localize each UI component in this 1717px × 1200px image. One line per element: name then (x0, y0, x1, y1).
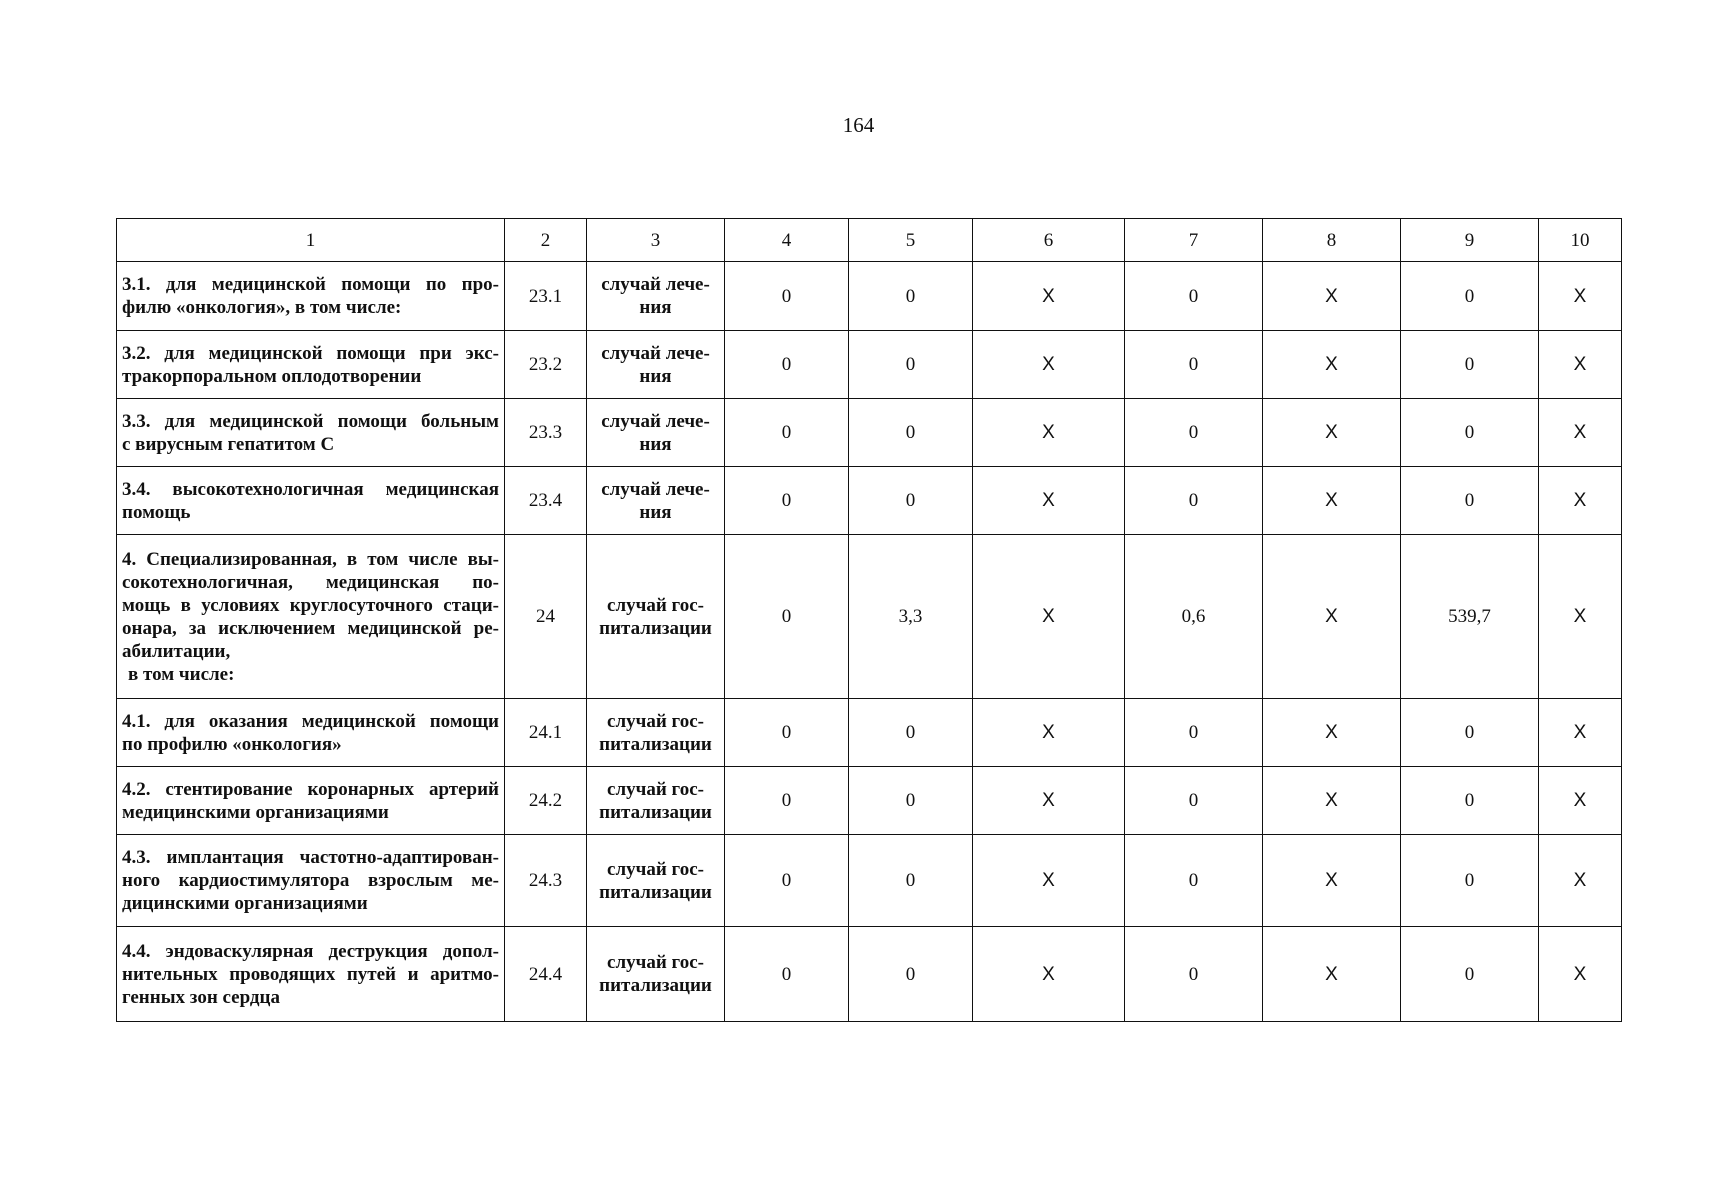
cell-col4: 0 (725, 699, 849, 767)
cell-col10: X (1539, 927, 1622, 1022)
cell-col5: 0 (849, 699, 973, 767)
cell-col7: 0 (1125, 262, 1263, 331)
description-line: 3.3. для медицинской помощи больным (122, 410, 499, 432)
row-unit (587, 835, 725, 927)
cell-col8: X (1263, 331, 1401, 399)
cell-col9: 0 (1401, 262, 1539, 331)
description-line: медицинскими организациями (122, 801, 389, 823)
cell-col7: 0,6 (1125, 535, 1263, 699)
cell-col6: X (973, 262, 1125, 331)
row-description (117, 467, 505, 535)
cell-col5: 0 (849, 331, 973, 399)
unit-line: питализации (599, 617, 712, 639)
cell-col8: X (1263, 927, 1401, 1022)
page-number: 164 (842, 113, 875, 137)
unit-line: ния (639, 433, 672, 455)
row-unit (587, 767, 725, 835)
column-header: 6 (973, 219, 1125, 262)
row-description (117, 399, 505, 467)
column-header: 3 (587, 219, 725, 262)
cell-col7: 0 (1125, 699, 1263, 767)
row-unit (587, 699, 725, 767)
cell-col4: 0 (725, 835, 849, 927)
description-line: онара, за исключением медицинской ре- (122, 617, 499, 639)
cell-col5: 0 (849, 835, 973, 927)
cell-col9: 0 (1401, 835, 1539, 927)
row-description (117, 331, 505, 399)
row-unit (587, 262, 725, 331)
row-code: 24.4 (505, 927, 587, 1022)
cell-col7: 0 (1125, 835, 1263, 927)
row-description (117, 535, 505, 699)
cell-col10: X (1539, 767, 1622, 835)
row-description (117, 262, 505, 331)
table-row (117, 699, 1622, 767)
description-line: ного кардиостимулятора взрослым ме- (122, 870, 499, 891)
column-header: 8 (1263, 219, 1401, 262)
cell-col8: X (1263, 699, 1401, 767)
description-line: абилитации, (122, 640, 231, 662)
cell-col10: X (1539, 699, 1622, 767)
cell-col5: 3,3 (849, 535, 973, 699)
column-header: 2 (505, 219, 587, 262)
unit-line: ния (639, 501, 672, 523)
unit-line: питализации (599, 801, 712, 823)
cell-col4: 0 (725, 262, 849, 331)
cell-col4: 0 (725, 535, 849, 699)
description-line: 3.2. для медицинской помощи при экс- (122, 342, 499, 364)
description-line: нительных проводящих путей и аритмо- (122, 963, 499, 985)
description-line: 4.1. для оказания медицинской помощи (122, 710, 499, 732)
cell-col4: 0 (725, 927, 849, 1022)
description-line: 4.2. стентирование коронарных артерий (122, 778, 499, 800)
cell-col7: 0 (1125, 927, 1263, 1022)
cell-col10: X (1539, 399, 1622, 467)
cell-col6: X (973, 767, 1125, 835)
description-line: 4. Специализированная, в том числе вы- (122, 548, 499, 570)
column-header: 5 (849, 219, 973, 262)
description-line: с вирусным гепатитом С (122, 433, 335, 455)
row-code: 23.2 (505, 331, 587, 399)
table-row (117, 399, 1622, 467)
row-code: 23.3 (505, 399, 587, 467)
cell-col4: 0 (725, 467, 849, 535)
description-line: 3.4. высокотехнологичная медицинская (122, 478, 499, 500)
cell-col9: 0 (1401, 399, 1539, 467)
description-line: по профилю «онкология» (122, 733, 342, 755)
description-line: филю «онкология», в том числе: (122, 297, 402, 318)
cell-col8: X (1263, 535, 1401, 699)
column-header: 1 (117, 219, 505, 262)
cell-col6: X (973, 467, 1125, 535)
cell-col7: 0 (1125, 399, 1263, 467)
row-description (117, 835, 505, 927)
header-row (117, 219, 1622, 262)
cell-col10: X (1539, 331, 1622, 399)
row-description (117, 767, 505, 835)
row-code: 24.2 (505, 767, 587, 835)
cell-col9: 0 (1401, 331, 1539, 399)
table-row (117, 767, 1622, 835)
cell-col6: X (973, 835, 1125, 927)
table-row (117, 331, 1622, 399)
column-header: 7 (1125, 219, 1263, 262)
cell-col6: X (973, 331, 1125, 399)
cell-col8: X (1263, 467, 1401, 535)
description-line: дицинскими организациями (122, 893, 368, 914)
row-code: 23.1 (505, 262, 587, 331)
cell-col10: X (1539, 467, 1622, 535)
table-row (117, 467, 1622, 535)
cell-col6: X (973, 927, 1125, 1022)
cell-col6: X (973, 535, 1125, 699)
cell-col7: 0 (1125, 331, 1263, 399)
description-line: сокотехнологичная, медицинская по- (122, 571, 499, 593)
description-line: генных зон сердца (122, 986, 280, 1008)
cell-col5: 0 (849, 399, 973, 467)
unit-line: случай гос- (607, 594, 704, 616)
row-code: 24.3 (505, 835, 587, 927)
cell-col10: X (1539, 262, 1622, 331)
row-code: 23.4 (505, 467, 587, 535)
row-description (117, 699, 505, 767)
column-header: 10 (1539, 219, 1622, 262)
unit-line: питализации (599, 733, 712, 755)
unit-line: ния (639, 365, 672, 387)
table-row (117, 927, 1622, 1022)
cell-col8: X (1263, 262, 1401, 331)
row-description (117, 927, 505, 1022)
cell-col9: 0 (1401, 767, 1539, 835)
table-row (117, 535, 1622, 699)
cell-col4: 0 (725, 399, 849, 467)
row-code: 24 (505, 535, 587, 699)
cell-col6: X (973, 399, 1125, 467)
description-line: тракорпоральном оплодотворении (122, 365, 422, 387)
description-line: помощь (122, 501, 191, 523)
unit-line: случай гос- (607, 858, 704, 880)
unit-line: случай гос- (607, 952, 704, 973)
unit-line: ния (639, 297, 672, 318)
column-header: 4 (725, 219, 849, 262)
cell-col9: 0 (1401, 699, 1539, 767)
description-line: 3.1. для медицинской помощи по про- (122, 274, 499, 295)
unit-line: случай лече- (601, 342, 710, 364)
row-unit (587, 927, 725, 1022)
unit-line: случай лече- (601, 478, 710, 500)
table-row (117, 262, 1622, 331)
cell-col9: 0 (1401, 467, 1539, 535)
description-line: мощь в условиях круглосуточного стаци- (122, 594, 499, 616)
cell-col9: 0 (1401, 927, 1539, 1022)
cell-col5: 0 (849, 262, 973, 331)
cell-col7: 0 (1125, 767, 1263, 835)
cell-col5: 0 (849, 767, 973, 835)
unit-line: питализации (599, 881, 712, 903)
row-unit (587, 535, 725, 699)
cell-col5: 0 (849, 927, 973, 1022)
row-code: 24.1 (505, 699, 587, 767)
cell-col8: X (1263, 835, 1401, 927)
cell-col10: X (1539, 835, 1622, 927)
unit-line: питализации (599, 975, 712, 996)
cell-col8: X (1263, 399, 1401, 467)
unit-line: случай гос- (607, 710, 704, 732)
data-table (116, 218, 1622, 1022)
cell-col7: 0 (1125, 467, 1263, 535)
column-header: 9 (1401, 219, 1539, 262)
description-line: 4.4. эндоваскулярная деструкция допол- (122, 940, 499, 962)
cell-col5: 0 (849, 467, 973, 535)
cell-col8: X (1263, 767, 1401, 835)
cell-col10: X (1539, 535, 1622, 699)
unit-line: случай гос- (607, 778, 704, 800)
row-unit (587, 331, 725, 399)
cell-col4: 0 (725, 767, 849, 835)
description-line: 4.3. имплантация частотно-адаптирован- (122, 847, 499, 868)
cell-col4: 0 (725, 331, 849, 399)
cell-col9: 539,7 (1401, 535, 1539, 699)
table-row (117, 835, 1622, 927)
unit-line: случай лече- (601, 410, 710, 432)
cell-col6: X (973, 699, 1125, 767)
description-line: в том числе: (128, 663, 235, 685)
unit-line: случай лече- (601, 274, 710, 295)
row-unit (587, 399, 725, 467)
row-unit (587, 467, 725, 535)
